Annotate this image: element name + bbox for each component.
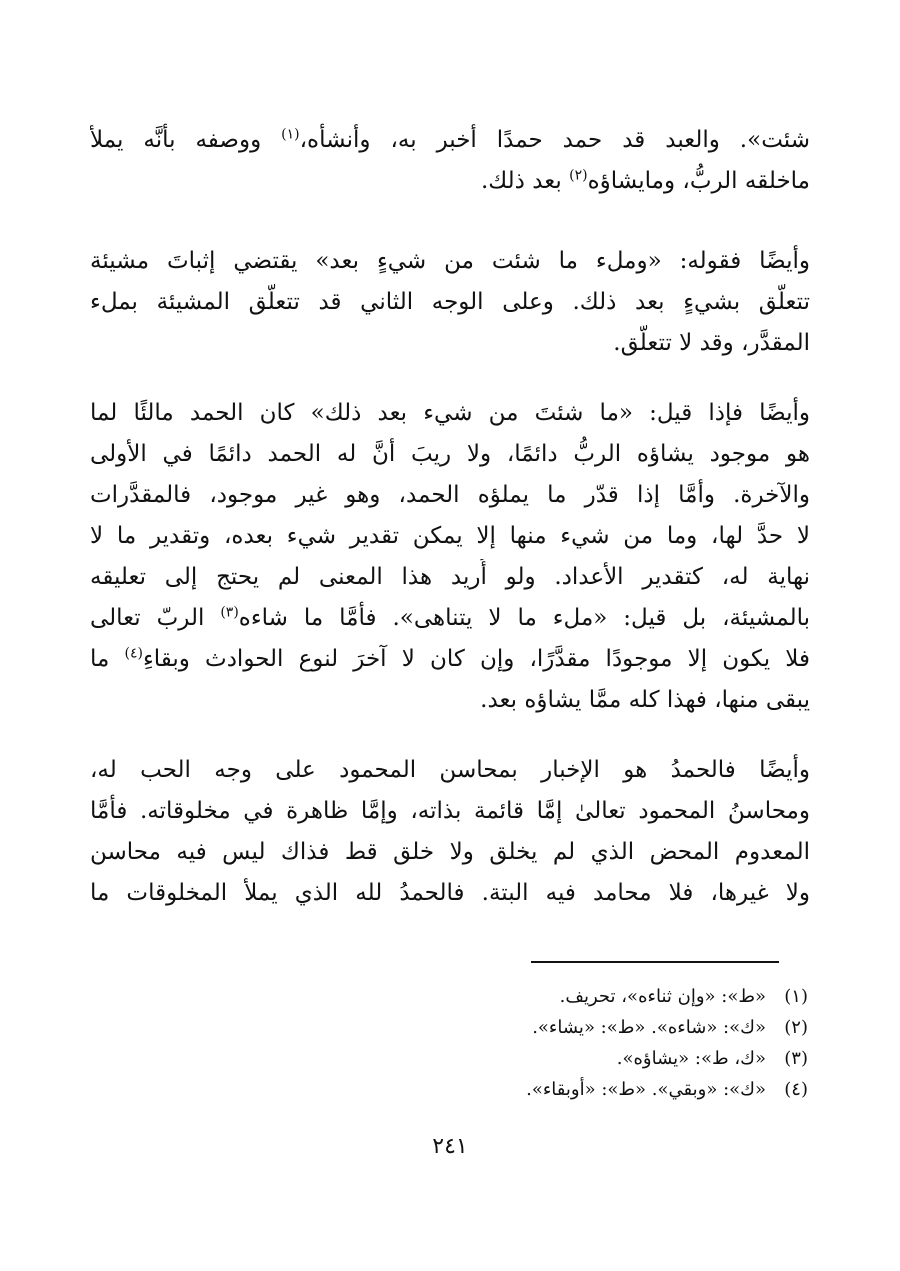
line-text: ووصفه بأنَّه يملأ bbox=[90, 127, 282, 153]
footnote-text: «ك، ط»: «يشاؤه». bbox=[616, 1048, 766, 1069]
line-text: فلا يكون إلا موجودًا مقدَّرًا، وإن كان لا آخرَ لنوع الحوادث وبقاءِ bbox=[142, 646, 810, 672]
body-line bbox=[90, 243, 810, 279]
line-text: شئت». والعبد قد حمد حمدًا أخبر به، وأنشأه، bbox=[299, 127, 810, 153]
line-text: وأيضًا فإذا قيل: «ما شئتَ من شيء بعد ذلك» كان الحمد مالئًا لما bbox=[90, 400, 810, 426]
line-text: وأيضًا فالحمدُ هو الإخبار بمحاسن المحمود على وجه الحب له، bbox=[90, 757, 810, 783]
body-line bbox=[90, 875, 810, 911]
footnote-number: (٤) bbox=[784, 1079, 808, 1100]
body-line bbox=[90, 682, 810, 718]
line-text: وأيضًا فقوله: «وملء ما شئت من شيءٍ بعد» يقتضي إثباتَ مشيئة bbox=[90, 248, 810, 274]
body-line bbox=[90, 325, 810, 361]
line-text: ومحاسنُ المحمود تعالىٰ إمَّا قائمة بذاته، وإمَّا ظاهرة في مخلوقاته. فأمَّا bbox=[90, 798, 810, 824]
body-line bbox=[90, 395, 810, 431]
line-text: نهاية له، كتقدير الأعداد. ولو أُريد هذا المعنى لم يحتج إلى تعليقه bbox=[90, 564, 810, 590]
footnote-ref: (٤) bbox=[124, 645, 143, 662]
body-line bbox=[90, 834, 810, 870]
body-line bbox=[90, 436, 810, 472]
body-line bbox=[90, 641, 810, 677]
footnote-text: «ك»: «شاءه». «ط»: «يشاء». bbox=[532, 1017, 766, 1038]
footnote bbox=[288, 1076, 808, 1104]
footnote-ref: (١) bbox=[281, 126, 300, 143]
footnote-ref: (٢) bbox=[569, 167, 588, 184]
line-text: بالمشيئة، بل قيل: «ملء ما لا يتناهى». فأمَّا ما شاءه bbox=[238, 605, 810, 631]
footnote-text: «ط»: «وإن ثناءه»، تحريف. bbox=[559, 986, 766, 1007]
line-text: يبقى منها، فهذا كله ممَّا يشاؤه بعد. bbox=[480, 687, 810, 713]
footnote bbox=[288, 1045, 808, 1073]
line-text: بعد ذلك. bbox=[480, 168, 570, 194]
line-text: المعدوم المحض الذي لم يخلق ولا خلق قط فذاك ليس فيه محاسن bbox=[90, 839, 810, 865]
footnote-separator bbox=[531, 961, 779, 963]
page-number: ٢٤١ bbox=[432, 1134, 468, 1159]
footnote-number: (١) bbox=[784, 986, 808, 1007]
line-text: والآخرة. وأمَّا إذا قدّر ما يملؤه الحمد، وهو غير موجود، فالمقدَّرات bbox=[90, 482, 810, 508]
footnote-number: (٢) bbox=[784, 1017, 808, 1038]
body-line bbox=[90, 477, 810, 513]
body-line bbox=[90, 284, 810, 320]
body-line bbox=[90, 163, 810, 199]
body-line bbox=[90, 122, 810, 158]
line-text: ولا غيرها، فلا محامد فيه البتة. فالحمدُ لله الذي يملأ المخلوقات ما bbox=[90, 880, 810, 906]
body-line bbox=[90, 600, 810, 636]
footnote-number: (٣) bbox=[784, 1048, 808, 1069]
line-text: ما bbox=[90, 646, 125, 672]
footnote-ref: (٣) bbox=[220, 604, 239, 621]
line-text: هو موجود يشاؤه الربُّ دائمًا، ولا ريبَ أنَّ له الحمد دائمًا في الأولى bbox=[90, 441, 810, 467]
line-text: الربّ تعالى bbox=[90, 605, 221, 631]
footnote bbox=[288, 1014, 808, 1042]
body-line bbox=[90, 752, 810, 788]
line-text: ماخلقه الربُّ، ومايشاؤه bbox=[587, 168, 810, 194]
line-text: تتعلَّق بشيءٍ بعد ذلك. وعلى الوجه الثاني قد تتعلَّق المشيئة بملء bbox=[90, 289, 810, 315]
footnote-text: «ك»: «وبقي». «ط»: «أوبقاء». bbox=[526, 1079, 766, 1100]
line-text: المقدَّر، وقد لا تتعلَّق. bbox=[613, 330, 810, 356]
body-line bbox=[90, 793, 810, 829]
line-text: لا حدَّ لها، وما من شيء منها إلا يمكن تقدير شيء بعده، وتقدير ما لا bbox=[90, 523, 810, 549]
body-line bbox=[90, 559, 810, 595]
body-line bbox=[90, 518, 810, 554]
footnote bbox=[288, 983, 808, 1011]
